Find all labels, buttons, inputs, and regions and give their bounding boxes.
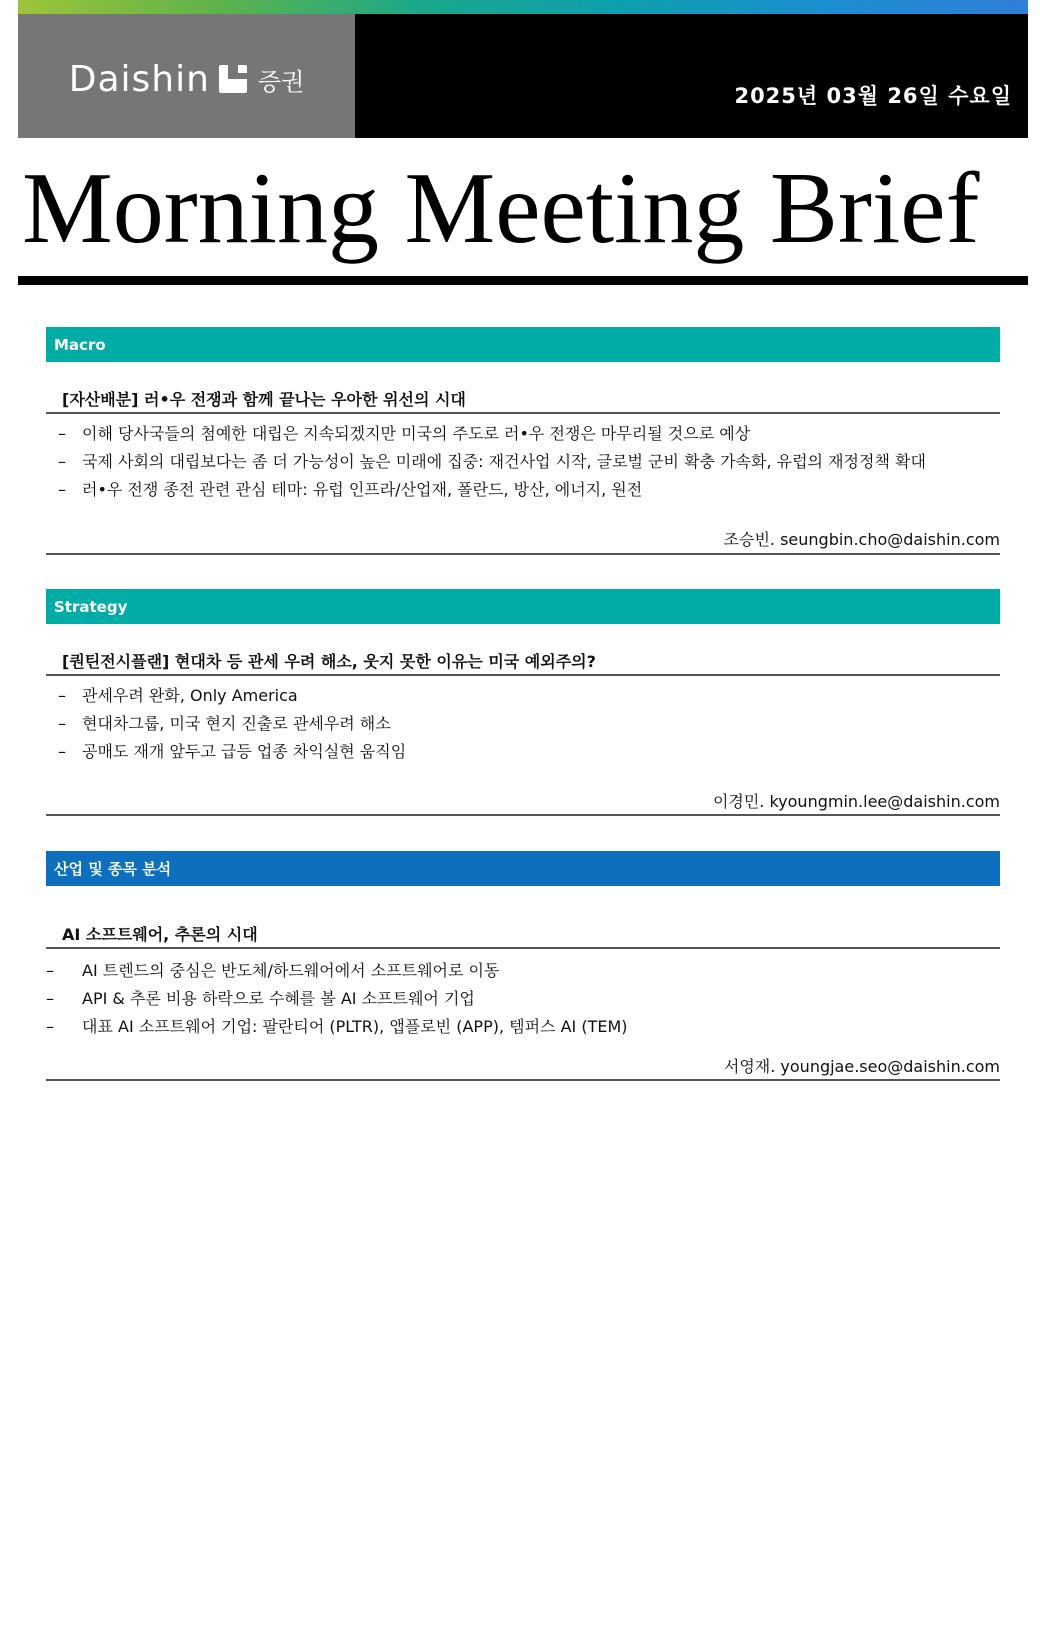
brand-name: Daishin xyxy=(68,58,210,100)
brand-panel xyxy=(18,14,355,138)
bullet-marker: – xyxy=(58,452,66,471)
bullet-text: 공매도 재개 앞두고 급등 업종 차익실현 움직임 xyxy=(82,742,407,761)
bullet-text: API & 추론 비용 하락으로 수혜를 볼 AI 소프트웨어 기업 xyxy=(82,989,475,1008)
list-item xyxy=(46,985,996,1013)
daishin-logo xyxy=(69,59,305,100)
section-header-strategy: Strategy xyxy=(46,589,1000,624)
article-divider xyxy=(46,674,1000,676)
brand-sub: 증권 xyxy=(257,67,305,96)
section-divider xyxy=(46,814,1000,816)
list-item xyxy=(46,448,996,476)
header xyxy=(18,14,1028,138)
title-divider xyxy=(18,276,1028,285)
article-title-industry[interactable]: AI 소프트웨어, 추론의 시대 xyxy=(62,925,258,944)
bullet-text: 이해 당사국들의 첨예한 대립은 지속되겠지만 미국의 주도로 러•우 전쟁은 마무리될 것으로 예상 xyxy=(82,424,751,443)
bullet-marker: – xyxy=(58,742,66,761)
list-item xyxy=(46,738,996,766)
author-contact: 조승빈. seungbin.cho@daishin.com xyxy=(723,530,1000,549)
bullet-text: 관세우려 완화, Only America xyxy=(82,686,298,705)
bullet-text: 대표 AI 소프트웨어 기업: 팔란티어 (PLTR), 앱플로빈 (APP), 템퍼스 AI (TEM) xyxy=(82,1017,628,1036)
bullet-marker: – xyxy=(58,714,66,733)
bullet-list-strategy xyxy=(46,682,996,766)
list-item xyxy=(46,476,996,504)
bullet-marker: – xyxy=(46,1017,54,1036)
author-contact: 서영재. youngjae.seo@daishin.com xyxy=(723,1057,1000,1076)
article-divider xyxy=(46,947,1000,949)
list-item xyxy=(46,957,996,985)
bullet-marker: – xyxy=(58,424,66,443)
daishin-logo-icon xyxy=(218,64,248,94)
bullet-marker: – xyxy=(46,989,54,1008)
bullet-text: AI 트렌드의 중심은 반도체/하드웨어에서 소프트웨어로 이동 xyxy=(82,961,500,980)
bullet-marker: – xyxy=(58,480,66,499)
section-header-industry: 산업 및 종목 분석 xyxy=(46,851,1000,886)
article-divider xyxy=(46,412,1000,414)
bullet-marker: – xyxy=(58,686,66,705)
bullet-marker: – xyxy=(46,961,54,980)
list-item xyxy=(46,710,996,738)
list-item xyxy=(46,682,996,710)
article-title-macro[interactable]: [자산배분] 러•우 전쟁과 함께 끝나는 우아한 위선의 시대 xyxy=(62,390,466,409)
article-title-strategy[interactable]: [퀀틴전시플랜] 현대차 등 관세 우려 해소, 웃지 못한 이유는 미국 예외주의? xyxy=(62,652,596,671)
bullet-text: 러•우 전쟁 종전 관련 관심 테마: 유럽 인프라/산업재, 폴란드, 방산, 에너지, 원전 xyxy=(82,480,643,499)
report-date: 2025년 03월 26일 수요일 xyxy=(734,84,1012,108)
bullet-list-macro xyxy=(46,420,996,504)
author-contact: 이경민. kyoungmin.lee@daishin.com xyxy=(712,792,1000,811)
top-gradient-bar xyxy=(18,0,1028,14)
date-panel xyxy=(355,14,1028,138)
section-divider xyxy=(46,1079,1000,1081)
bullet-text: 현대차그룹, 미국 현지 진출로 관세우려 해소 xyxy=(82,714,391,733)
bullet-list-industry xyxy=(46,957,996,1041)
bullet-text: 국제 사회의 대립보다는 좀 더 가능성이 높은 미래에 집중: 재건사업 시작, 글로벌 군비 확충 가속화, 유럽의 재정정책 확대 xyxy=(82,452,926,471)
list-item xyxy=(46,1013,996,1041)
page-title: Morning Meeting Brief xyxy=(22,152,980,265)
section-header-macro: Macro xyxy=(46,327,1000,362)
list-item xyxy=(46,420,996,448)
section-divider xyxy=(46,553,1000,555)
